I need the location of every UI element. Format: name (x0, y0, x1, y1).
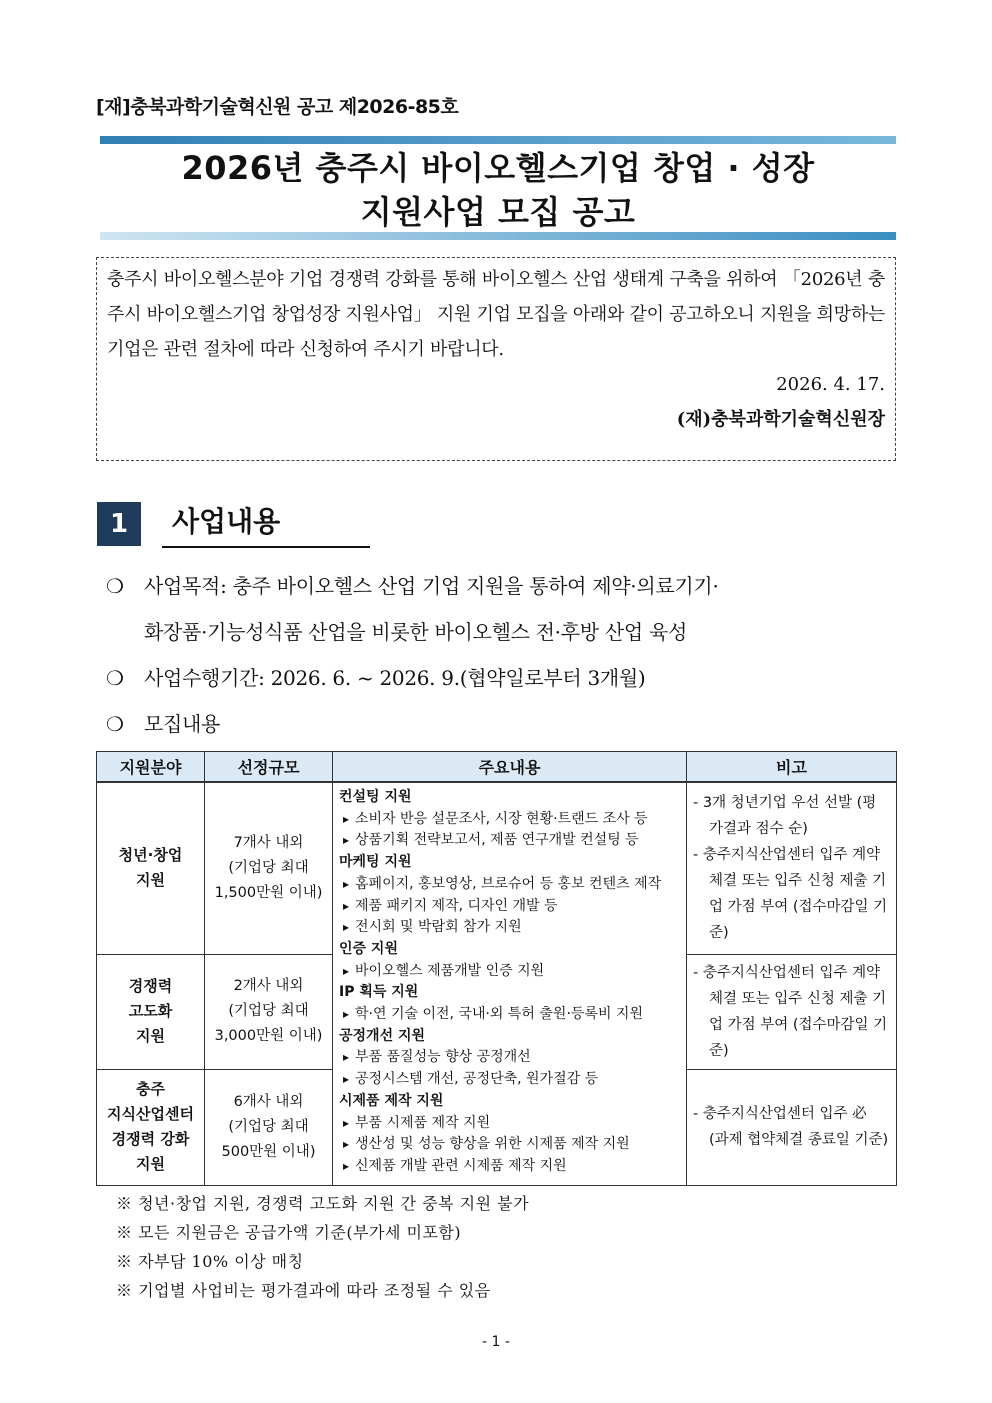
scale-text: (기업당 최대 (228, 1118, 309, 1135)
field-text: 경쟁력 (128, 977, 173, 995)
content-item: ▸ 공정시스템 개선, 공정단축, 원가절감 등 (339, 1069, 680, 1091)
scale-text: 2개사 내외 (233, 978, 304, 994)
scale-text: (기업당 최대 (228, 1003, 309, 1019)
note-supply-price: ※ 모든 지원금은 공급가액 기준(부가세 미포함) (116, 1223, 462, 1242)
field-text: 지원 (136, 1027, 165, 1045)
content-item: ▸ 신제품 개발 관련 시제품 제작 지원 (339, 1156, 680, 1178)
scale-text: 1,500만원 이내) (214, 884, 323, 901)
remark-text: - 3개 청년기업 우선 선발 (평가결과 점수 순) (693, 795, 877, 838)
scale-text: 500만원 이내) (221, 1143, 316, 1160)
content-heading: 마케팅 지원 (339, 854, 412, 871)
header-scale: 선정규모 (205, 752, 333, 783)
field-text: 지원 (136, 871, 165, 890)
table-header-row (97, 752, 897, 783)
note-budget-adjust: ※ 기업별 사업비는 평가결과에 따라 조정될 수 있음 (116, 1281, 491, 1300)
intro-date: 2026. 4. 17. (776, 374, 885, 395)
recruit-text: 모집내용 (144, 712, 221, 736)
content-item: ▸ 학·연 기술 이전, 국내·외 특허 출원·등록비 지원 (339, 1004, 680, 1026)
field-cell (97, 782, 205, 954)
remark-cell (687, 782, 897, 954)
field-text: 충주 (136, 1080, 165, 1098)
field-cell (97, 954, 205, 1069)
content-heading: IP 획득 지원 (339, 984, 419, 1001)
remark-text: - 충주지식산업센터 입주 계약 체결 또는 입주 신청 제출 기업 가점 부여 (접수마감일 기준) (693, 847, 888, 942)
note-no-duplicate: ※ 청년·창업 지원, 경쟁력 고도화 지원 간 중복 지원 불가 (116, 1194, 530, 1213)
header-remark: 비고 (687, 752, 897, 783)
remark-cell (687, 954, 897, 1069)
scale-cell (205, 1069, 333, 1185)
content-heading: 인증 지원 (339, 940, 398, 957)
intro-org: (재)충북과학기술혁신원장 (676, 409, 885, 430)
section-number: 1 (97, 502, 141, 546)
content-item: ▸ 상품기획 전략보고서, 제품 연구개발 컨설팅 등 (339, 830, 680, 852)
header-field: 지원분야 (97, 752, 205, 783)
recruit-table (96, 751, 897, 1186)
content-item: ▸ 부품 품질성능 향상 공정개선 (339, 1047, 680, 1069)
bullet-period (106, 662, 645, 691)
scale-text: 3,000만원 이내) (214, 1028, 323, 1044)
content-item: ▸ 바이오헬스 제품개발 인증 지원 (339, 961, 680, 983)
bullet-recruit (106, 708, 220, 737)
remark-cell (687, 1069, 897, 1185)
scale-text: (기업당 최대 (228, 859, 309, 876)
content-cell (333, 782, 687, 1185)
header-content: 주요내용 (333, 752, 687, 783)
content-item: ▸ 부품 시제품 제작 지원 (339, 1113, 680, 1135)
title-bar-top (100, 136, 896, 144)
title-line-1: 2026년 충주시 바이오헬스기업 창업 · 성장 (181, 149, 815, 187)
period-text: 사업수행기간: 2026. 6. ~ 2026. 9.(협약일로부터 3개월) (144, 666, 646, 690)
content-item: ▸ 소비자 반응 설문조사, 시장 현황·트랜드 조사 등 (339, 809, 680, 831)
field-text: 지식산업센터 (107, 1105, 194, 1123)
notice-number: [재]충북과학기술혁신원 공고 제2026-85호 (96, 96, 459, 118)
field-text: 고도화 (128, 1002, 173, 1020)
scale-cell (205, 782, 333, 954)
intro-box (96, 257, 896, 461)
content-item: ▸ 홈페이지, 홍보영상, 브로슈어 등 홍보 컨텐츠 제작 (339, 874, 680, 896)
purpose-line-1: 사업목적: 충주 바이오헬스 산업 기업 지원을 통하여 제약·의료기기· (144, 574, 719, 598)
content-item: ▸ 전시회 및 박람회 참가 지원 (339, 917, 680, 939)
purpose-line-2: 화장품·기능성식품 산업을 비롯한 바이오헬스 전·후방 산업 육성 (144, 620, 687, 644)
intro-text: 충주시 바이오헬스분야 기업 경쟁력 강화를 통해 바이오헬스 산업 생태계 구축을 위하여 「2026년 충주시 바이오헬스기업 창업성장 지원사업」 지원 기업 모집을 아래와 같이 공고하오니 지원을 희망하는 기업은 관련 절차에 따라 신청하여 주시기 바랍니다. (107, 269, 885, 360)
scale-text: 6개사 내외 (233, 1093, 304, 1110)
title-line-2: 지원사업 모집 공고 (360, 193, 636, 231)
page-number: - 1 - (482, 1334, 510, 1350)
content-item: ▸ 생산성 및 성능 향상을 위한 시제품 제작 지원 (339, 1134, 680, 1156)
field-text: 경쟁력 강화 (111, 1130, 190, 1148)
circle-bullet-icon: ❍ (106, 666, 124, 690)
field-cell (97, 1069, 205, 1185)
bullet-purpose (106, 570, 719, 599)
section-title: 사업내용 (172, 505, 281, 538)
document-title (100, 146, 896, 234)
field-text: 지원 (136, 1155, 165, 1173)
circle-bullet-icon: ❍ (106, 574, 124, 598)
content-heading: 공정개선 지원 (339, 1027, 426, 1044)
circle-bullet-icon: ❍ (106, 712, 124, 736)
scale-cell (205, 954, 333, 1069)
field-text: 청년·창업 (118, 846, 183, 865)
section-underline (162, 546, 370, 548)
content-heading: 시제품 제작 지원 (339, 1092, 444, 1109)
content-heading: 컨설팅 지원 (339, 789, 412, 805)
title-bar-bottom (100, 232, 896, 240)
remark-text: - 충주지식산업센터 입주 必 (과제 협약체결 종료일 기준) (693, 1106, 889, 1148)
scale-text: 7개사 내외 (233, 834, 304, 851)
note-self-funding: ※ 자부담 10% 이상 매칭 (116, 1252, 304, 1271)
remark-text: - 충주지식산업센터 입주 계약 체결 또는 입주 신청 제출 기업 가점 부여 (접수마감일 기준) (693, 964, 888, 1059)
content-item: ▸ 제품 패키지 제작, 디자인 개발 등 (339, 896, 680, 918)
table-row (97, 782, 897, 954)
